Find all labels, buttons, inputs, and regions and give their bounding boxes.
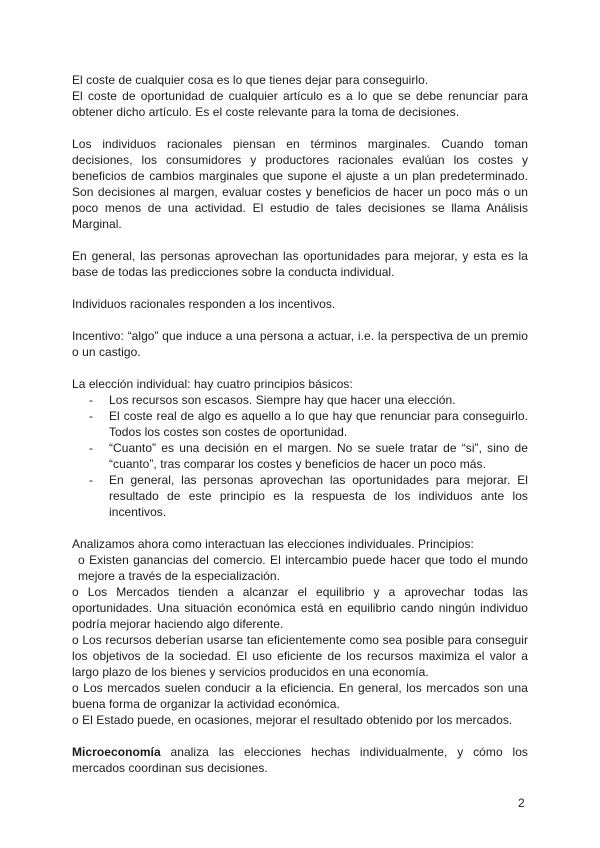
bullet-dash: - [89, 393, 94, 407]
interaction-heading: Analizamos ahora como interactuan las elecciones individuales. Principios: [72, 537, 474, 551]
opportunity-cost-intro: El coste de cualquier cosa es lo que tienes dejar para conseguirlo. [72, 73, 429, 87]
bullet-dash: - [89, 409, 94, 423]
page-body [72, 72, 528, 776]
incentive-definition: Incentivo: “algo” que induce a una persona a actuar, i.e. la perspectiva de un premio o un castigo. [72, 329, 528, 359]
bullet-dash: - [89, 441, 94, 455]
list-item: - En general, las personas aprovechan las oportunidades para mejorar. El resultado de este principio es la respuesta de los individuos ante los incentivos. [89, 473, 528, 519]
list-item: - “Cuanto” es una decisión en el margen. No se suele tratar de “si”, sino de “cuanto”, tras comparar los costes y beneficios de hacer un poco más. [89, 441, 528, 471]
principle-item: o El Estado puede, en ocasiones, mejorar el resultado obtenido por los mercados. [72, 713, 513, 727]
principle-item: o Los Mercados tienden a alcanzar el equilibrio y a aprovechar todas las oportunidades. Una situación económica está en equilibrio cando ningún individuo podría mejorar haciendo algo diferente. [72, 585, 528, 631]
individual-choice-list [72, 392, 528, 520]
list-item: - El coste real de algo es aquello a lo que hay que renunciar para conseguirlo. Todos los costes son costes de oportunidad. [89, 409, 528, 439]
microeconomics-term: Microeconomía [72, 745, 161, 759]
individual-choice-heading: La elección individual: hay cuatro principios básicos: [72, 377, 353, 391]
microeconomics-definition: Microeconomía analiza las elecciones hechas individualmente, y cómo los mercados coordinan sus decisiones. [72, 745, 528, 775]
page-number: 2 [518, 796, 525, 810]
list-item: - Los recursos son escasos. Siempre hay que hacer una elección. [89, 393, 456, 407]
incentives-statement: Individuos racionales responden a los incentivos. [72, 297, 336, 311]
principle-item: o Los recursos deberían usarse tan eficientemente como sea posible para conseguir los objetivos de la sociedad. El uso eficiente de los recursos maximiza el valor a largo plazo de los bienes y servicios producidos en una economía. [72, 633, 528, 679]
principle-item: o Los mercados suelen conducir a la eficiencia. En general, los mercados son una buena forma de organizar la actividad económica. [72, 681, 528, 711]
marginal-thinking-paragraph: Los individuos racionales piensan en términos marginales. Cuando toman decisiones, los consumidores y productores racionales evalúan los costes y beneficios de cambios marginales que supone el ajuste a un plan predeterminado. Son decisiones al margen, evaluar costes y beneficios de hacer un poco más o un poco menos de una actividad. El estudio de tales decisiones se llama Análisis Marginal. [72, 137, 528, 231]
interaction-principles [72, 536, 528, 728]
bullet-dash: - [89, 473, 94, 487]
opportunity-cost-definition: El coste de oportunidad de cualquier artículo es a lo que se debe renunciar para obtener dicho artículo. Es el coste relevante para la toma de decisiones. [72, 89, 528, 119]
principle-item: o Existen ganancias del comercio. El intercambio puede hacer que todo el mundo mejore a través de la especialización. [78, 553, 528, 583]
opportunities-paragraph: En general, las personas aprovechan las oportunidades para mejorar, y esta es la base de todas las predicciones sobre la conducta individual. [72, 249, 528, 279]
